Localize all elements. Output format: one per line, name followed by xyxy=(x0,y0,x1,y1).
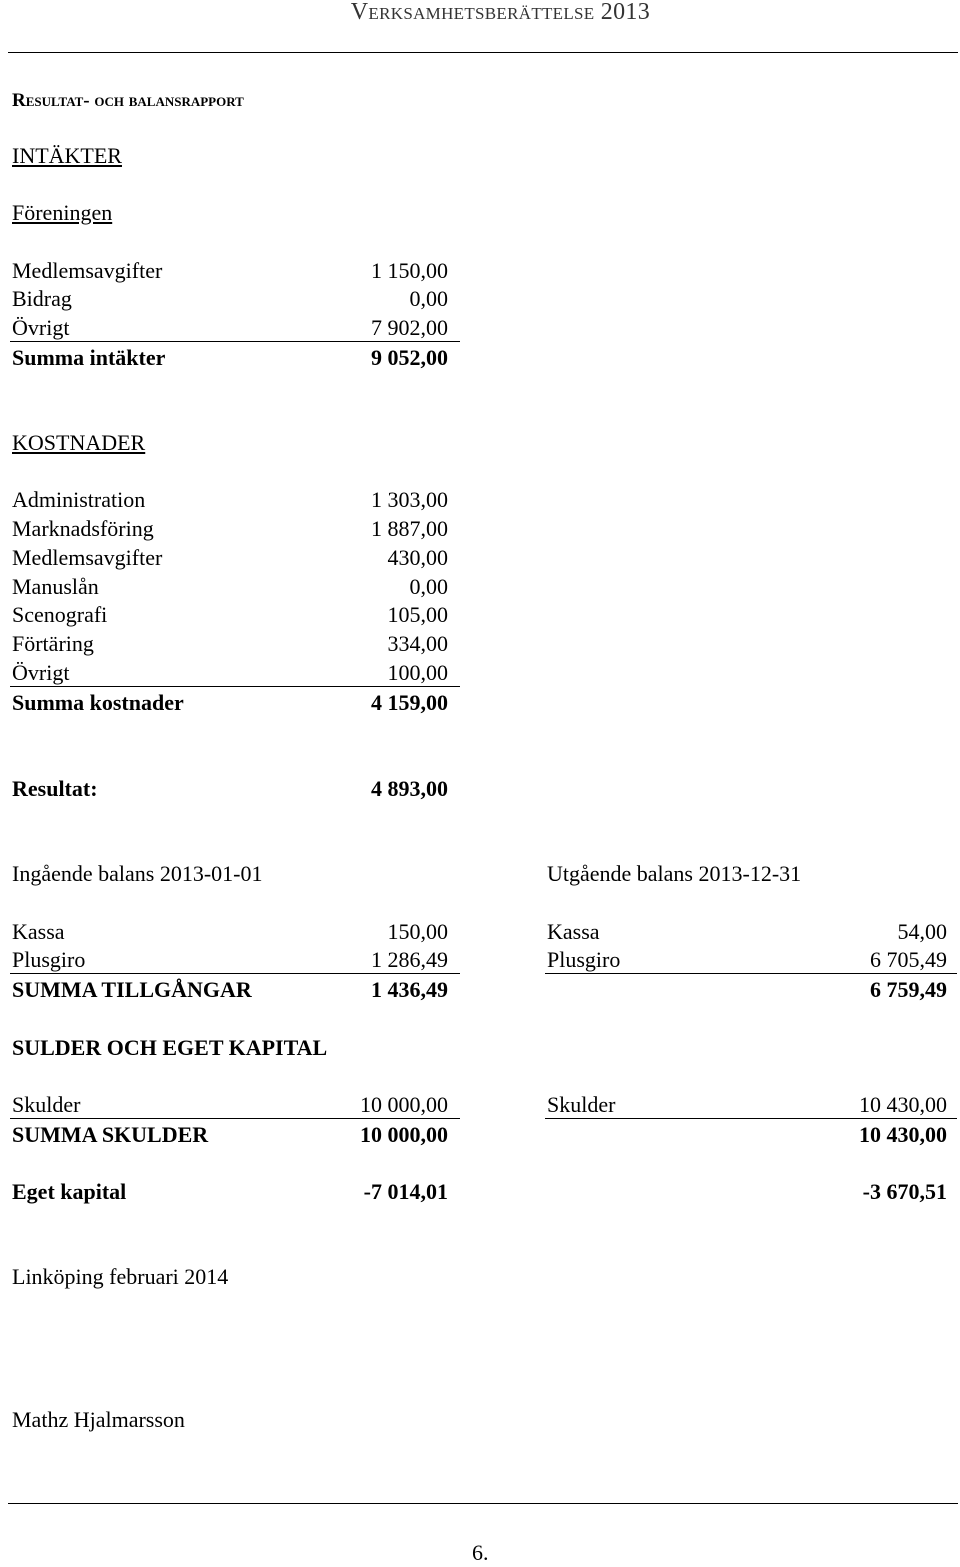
page-number: 6. xyxy=(472,1540,489,1565)
costs-row-value: 430,00 xyxy=(387,545,448,570)
costs-total-rule xyxy=(10,686,460,687)
debt-label-closing: Skulder xyxy=(547,1092,616,1117)
closing-balance-heading: Utgående balans 2013-12-31 xyxy=(547,861,802,886)
debt-label-opening: Skulder xyxy=(12,1092,81,1117)
costs-row-label: Manuslån xyxy=(12,574,99,599)
costs-heading: KOSTNADER xyxy=(12,430,146,455)
costs-row-value: 0,00 xyxy=(409,574,448,599)
debt-total-closing: 10 430,00 xyxy=(859,1122,947,1147)
income-subheading: Föreningen xyxy=(12,200,113,225)
footer-rule xyxy=(8,1503,958,1504)
income-total-label: Summa intäkter xyxy=(12,345,166,370)
assets-total-closing: 6 759,49 xyxy=(870,977,947,1002)
liabilities-heading: SULDER OCH EGET KAPITAL xyxy=(12,1035,328,1060)
opening-assets-rule xyxy=(10,973,460,974)
costs-total-value: 4 159,00 xyxy=(371,690,448,715)
header-rule xyxy=(8,52,958,53)
income-total-rule xyxy=(10,341,460,342)
opening-row-value: 150,00 xyxy=(387,919,448,944)
costs-row-value: 1 887,00 xyxy=(371,516,448,541)
equity-label: Eget kapital xyxy=(12,1179,127,1204)
equity-closing: -3 670,51 xyxy=(862,1179,947,1204)
place-date: Linköping februari 2014 xyxy=(12,1264,229,1289)
opening-balance-heading: Ingående balans 2013-01-01 xyxy=(12,861,263,886)
report-title: Resultat- och balansrapport xyxy=(12,90,244,111)
assets-total-label: SUMMA TILLGÅNGAR xyxy=(12,977,252,1002)
income-total-value: 9 052,00 xyxy=(371,345,448,370)
signatory-name: Mathz Hjalmarsson xyxy=(12,1407,185,1432)
debt-value-closing: 10 430,00 xyxy=(859,1092,947,1117)
costs-row-label: Scenografi xyxy=(12,602,108,627)
costs-row-value: 1 303,00 xyxy=(371,487,448,512)
closing-debt-rule xyxy=(545,1118,957,1119)
costs-row-label: Övrigt xyxy=(12,660,70,685)
opening-row-value: 1 286,49 xyxy=(371,947,448,972)
running-header: Verksamhetsberättelse 2013 xyxy=(350,0,650,25)
income-row-label: Bidrag xyxy=(12,286,72,311)
costs-row-label: Administration xyxy=(12,487,146,512)
closing-assets-rule xyxy=(545,973,957,974)
assets-total-opening: 1 436,49 xyxy=(371,977,448,1002)
debt-total-label: SUMMA SKULDER xyxy=(12,1122,209,1147)
income-row-value: 1 150,00 xyxy=(371,258,448,283)
income-row-label: Övrigt xyxy=(12,315,70,340)
opening-row-label: Kassa xyxy=(12,919,65,944)
opening-debt-rule xyxy=(10,1118,460,1119)
costs-row-value: 334,00 xyxy=(387,631,448,656)
income-row-label: Medlemsavgifter xyxy=(12,258,163,283)
income-heading: INTÄKTER xyxy=(12,143,122,168)
income-row-value: 0,00 xyxy=(409,286,448,311)
income-row-value: 7 902,00 xyxy=(371,315,448,340)
closing-row-label: Kassa xyxy=(547,919,600,944)
result-label: Resultat: xyxy=(12,776,98,801)
closing-row-value: 6 705,49 xyxy=(870,947,947,972)
equity-opening: -7 014,01 xyxy=(363,1179,448,1204)
costs-row-label: Marknadsföring xyxy=(12,516,154,541)
costs-row-label: Medlemsavgifter xyxy=(12,545,163,570)
closing-row-label: Plusgiro xyxy=(547,947,621,972)
opening-row-label: Plusgiro xyxy=(12,947,86,972)
costs-row-label: Förtäring xyxy=(12,631,94,656)
result-value: 4 893,00 xyxy=(371,776,448,801)
costs-row-value: 100,00 xyxy=(387,660,448,685)
closing-row-value: 54,00 xyxy=(897,919,947,944)
costs-row-value: 105,00 xyxy=(387,602,448,627)
debt-total-opening: 10 000,00 xyxy=(360,1122,448,1147)
debt-value-opening: 10 000,00 xyxy=(360,1092,448,1117)
costs-total-label: Summa kostnader xyxy=(12,690,184,715)
